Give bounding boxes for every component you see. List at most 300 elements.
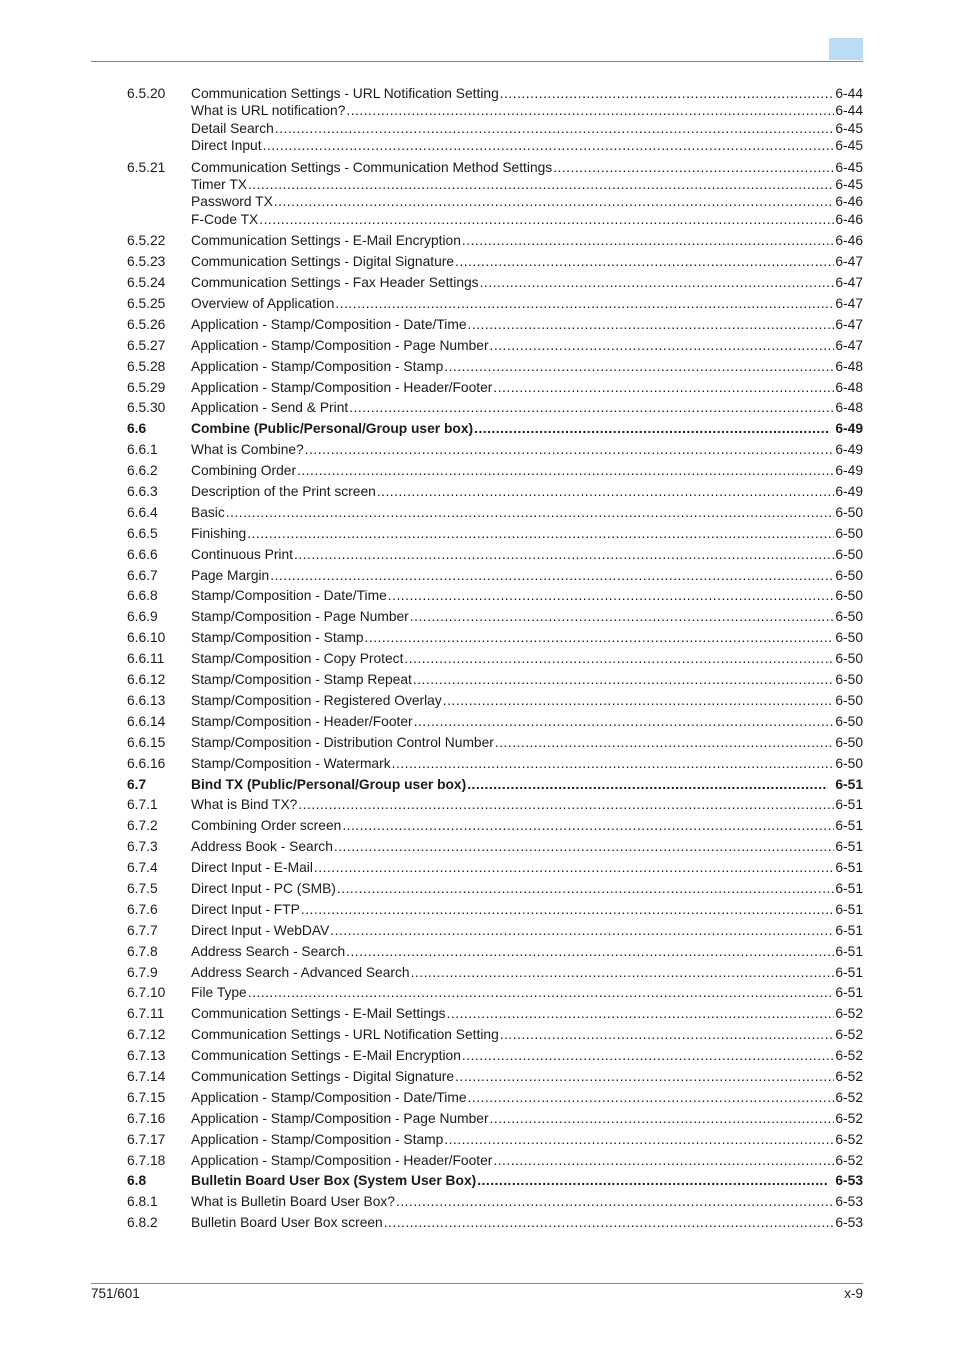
toc-entry-title: Stamp/Composition - Stamp Repeat bbox=[191, 672, 412, 688]
toc-entry[interactable] bbox=[127, 923, 863, 939]
toc-entry-number: 6.5.25 bbox=[127, 296, 166, 312]
dot-leader bbox=[259, 211, 834, 229]
dot-leader bbox=[377, 484, 835, 500]
toc-group bbox=[127, 693, 863, 709]
toc-entry-page: 6-51 bbox=[835, 880, 863, 896]
toc-entry-title: Direct Input - FTP bbox=[191, 901, 300, 917]
toc-entry-title: Communication Settings - Digital Signature bbox=[191, 1068, 455, 1084]
toc-entry-page: 6-51 bbox=[835, 860, 863, 876]
toc-entry-number: 6.5.30 bbox=[127, 400, 166, 416]
toc-entry[interactable] bbox=[127, 1069, 863, 1085]
toc-entry[interactable] bbox=[127, 86, 863, 102]
toc-entry-title: Overview of Application bbox=[191, 296, 335, 312]
dot-leader bbox=[294, 547, 834, 563]
toc-entry-title: Communication Settings - URL Notification Setting bbox=[191, 1027, 499, 1043]
toc-entry[interactable] bbox=[127, 609, 863, 625]
toc-entry-title: Description of the Print screen bbox=[191, 484, 376, 500]
toc-group bbox=[127, 735, 863, 751]
toc-section-entry[interactable] bbox=[127, 421, 863, 437]
toc-subentry-page: 6-44 bbox=[835, 103, 863, 118]
toc-entry-number: 6.6.16 bbox=[127, 755, 166, 771]
toc-group bbox=[127, 296, 863, 312]
dot-leader bbox=[410, 609, 835, 625]
dot-leader bbox=[275, 120, 835, 138]
toc-entry-page: 6-50 bbox=[835, 672, 863, 688]
toc-entry-page: 6-50 bbox=[835, 504, 863, 520]
toc-entry[interactable] bbox=[127, 400, 863, 416]
dot-leader bbox=[490, 338, 835, 354]
toc-entry-number: 6.6 bbox=[127, 421, 147, 437]
toc-entry[interactable] bbox=[127, 1132, 863, 1148]
toc-entry[interactable] bbox=[127, 275, 863, 291]
toc-entry-number: 6.6.10 bbox=[127, 630, 166, 646]
toc-section-entry[interactable] bbox=[127, 777, 863, 793]
dot-leader bbox=[480, 275, 835, 291]
toc-entry[interactable] bbox=[127, 985, 863, 1001]
toc-entry-page: 6-50 bbox=[835, 651, 863, 667]
toc-entry-page: 6-49 bbox=[835, 463, 863, 479]
toc-entry-title: Address Book - Search bbox=[191, 839, 333, 855]
toc-entry-page: 6-51 bbox=[835, 776, 863, 792]
toc-entry-number: 6.5.29 bbox=[127, 379, 166, 395]
toc-entry-page: 6-47 bbox=[835, 337, 863, 353]
toc-group bbox=[127, 338, 863, 354]
toc-subentry[interactable] bbox=[191, 102, 863, 120]
dot-leader bbox=[297, 463, 834, 479]
toc-entry-title: Stamp/Composition - Page Number bbox=[191, 609, 409, 625]
toc-entry-title: Stamp/Composition - Watermark bbox=[191, 755, 391, 771]
toc-group bbox=[127, 630, 863, 646]
toc-entry-number: 6.6.12 bbox=[127, 672, 166, 688]
toc-entry[interactable] bbox=[127, 588, 863, 604]
toc-group bbox=[127, 777, 863, 793]
toc-entry[interactable] bbox=[127, 442, 863, 458]
toc-entry[interactable] bbox=[127, 296, 863, 312]
toc-entry-title: Stamp/Composition - Registered Overlay bbox=[191, 692, 442, 708]
toc-entry-number: 6.7.18 bbox=[127, 1152, 166, 1168]
toc-entry-number: 6.6.11 bbox=[127, 651, 165, 667]
toc-entry-title: File Type bbox=[191, 985, 247, 1001]
toc-entry-number: 6.7.3 bbox=[127, 839, 158, 855]
toc-group bbox=[127, 944, 863, 960]
toc-entry-number: 6.7.14 bbox=[127, 1068, 166, 1084]
toc-entry[interactable] bbox=[127, 547, 863, 563]
dot-leader bbox=[477, 1173, 828, 1189]
toc-entry[interactable] bbox=[127, 965, 863, 981]
toc-entry[interactable] bbox=[127, 526, 863, 542]
toc-group bbox=[127, 1215, 863, 1231]
toc-entry-number: 6.7.5 bbox=[127, 880, 158, 896]
dot-leader bbox=[462, 1048, 834, 1064]
toc-subentry-title: Timer TX bbox=[191, 176, 247, 192]
toc-entry-page: 6-52 bbox=[835, 1131, 863, 1147]
toc-entry-page: 6-50 bbox=[835, 692, 863, 708]
toc-entry[interactable] bbox=[127, 463, 863, 479]
toc-entry-title: Application - Stamp/Composition - Page Number bbox=[191, 1110, 489, 1126]
dot-leader bbox=[346, 944, 834, 960]
toc-group bbox=[127, 254, 863, 270]
toc-entry-title: Communication Settings - Communication Method Settings bbox=[191, 159, 553, 175]
toc-entry[interactable] bbox=[127, 338, 863, 354]
toc-subentry[interactable] bbox=[191, 211, 863, 229]
toc-entry[interactable] bbox=[127, 693, 863, 709]
dot-leader bbox=[226, 505, 835, 521]
dot-leader bbox=[247, 526, 834, 542]
toc-entry-title: Combining Order bbox=[191, 463, 297, 479]
toc-entry-title: Application - Stamp/Composition - Header/Footer bbox=[191, 1152, 493, 1168]
dot-leader bbox=[248, 176, 834, 194]
footer-rule bbox=[91, 1283, 863, 1284]
toc-entry[interactable] bbox=[127, 881, 863, 897]
toc-entry-page: 6-49 bbox=[835, 421, 863, 437]
toc-entry-title: Stamp/Composition - Header/Footer bbox=[191, 713, 413, 729]
toc-entry[interactable] bbox=[127, 714, 863, 730]
dot-leader bbox=[334, 839, 835, 855]
dot-leader bbox=[396, 1194, 834, 1210]
toc-subentry-page: 6-45 bbox=[835, 138, 863, 154]
dot-leader bbox=[493, 380, 834, 396]
toc-entry-title: Bulletin Board User Box (System User Box) bbox=[191, 1173, 477, 1189]
toc-entry-title: Communication Settings - Fax Header Settings bbox=[191, 275, 479, 291]
dot-leader bbox=[490, 1111, 835, 1127]
toc-entry-number: 6.6.1 bbox=[127, 442, 158, 458]
toc-group bbox=[127, 547, 863, 563]
toc-entry-number: 6.7.13 bbox=[127, 1048, 166, 1064]
toc-entry-number: 6.7.15 bbox=[127, 1089, 166, 1105]
toc-group bbox=[127, 317, 863, 333]
toc-entry-page: 6-53 bbox=[835, 1173, 863, 1189]
toc-entry-page: 6-49 bbox=[835, 442, 863, 458]
toc-entry-title: Combine (Public/Personal/Group user box) bbox=[191, 421, 474, 437]
toc-entry-page: 6-51 bbox=[835, 797, 863, 813]
toc-entry-page: 6-48 bbox=[835, 379, 863, 395]
toc-entry[interactable] bbox=[127, 1090, 863, 1106]
toc-entry[interactable] bbox=[127, 317, 863, 333]
toc-entry-number: 6.6.2 bbox=[127, 463, 158, 479]
toc-entry-number: 6.6.13 bbox=[127, 692, 166, 708]
toc-subentry[interactable] bbox=[191, 176, 863, 194]
toc-entry-title: Direct Input - WebDAV bbox=[191, 922, 330, 938]
dot-leader bbox=[468, 1090, 835, 1106]
toc-entry-title: Application - Stamp/Composition - Stamp bbox=[191, 1131, 444, 1147]
toc-entry-number: 6.5.24 bbox=[127, 275, 166, 291]
toc-entry-title: Communication Settings - Digital Signature bbox=[191, 254, 455, 270]
toc-entry[interactable] bbox=[127, 860, 863, 876]
dot-leader bbox=[443, 693, 835, 709]
toc-entry-title: Bind TX (Public/Personal/Group user box) bbox=[191, 776, 467, 792]
toc-subentry-page: 6-45 bbox=[835, 176, 863, 192]
toc-entry-page: 6-51 bbox=[835, 901, 863, 917]
dot-leader bbox=[248, 985, 835, 1001]
toc-entry-page: 6-48 bbox=[835, 400, 863, 416]
dot-leader bbox=[414, 714, 835, 730]
toc-group bbox=[127, 1090, 863, 1106]
toc-entry-title: Direct Input - E-Mail bbox=[191, 860, 313, 876]
toc-entry-number: 6.5.20 bbox=[127, 86, 166, 101]
toc-entry-number: 6.8.2 bbox=[127, 1215, 158, 1231]
toc-group bbox=[127, 1111, 863, 1127]
toc-entry-page: 6-45 bbox=[835, 159, 863, 175]
toc-entry[interactable] bbox=[127, 839, 863, 855]
dot-leader bbox=[314, 860, 834, 876]
toc-subentries bbox=[191, 102, 863, 155]
toc-group bbox=[127, 442, 863, 458]
toc-entry-number: 6.5.23 bbox=[127, 254, 166, 270]
toc-entry-number: 6.7.1 bbox=[127, 797, 158, 813]
toc-entry-number: 6.7.8 bbox=[127, 943, 158, 959]
toc-entry[interactable] bbox=[127, 630, 863, 646]
dot-leader bbox=[298, 797, 834, 813]
dot-leader bbox=[474, 421, 828, 437]
dot-leader bbox=[404, 651, 834, 667]
toc-entry-title: Bulletin Board User Box screen bbox=[191, 1215, 383, 1231]
toc-entry-page: 6-52 bbox=[835, 1110, 863, 1126]
toc-entry-number: 6.7.10 bbox=[127, 985, 166, 1001]
toc-entry-number: 6.6.3 bbox=[127, 484, 158, 500]
toc-entry-number: 6.5.21 bbox=[127, 159, 166, 175]
toc-entry-number: 6.7 bbox=[127, 776, 147, 792]
toc-subentry-title: Detail Search bbox=[191, 120, 274, 136]
toc-subentry-title: Password TX bbox=[191, 194, 273, 210]
toc-entry[interactable] bbox=[127, 1048, 863, 1064]
dot-leader bbox=[301, 902, 835, 918]
toc-entry-number: 6.5.27 bbox=[127, 337, 166, 353]
toc-entry-page: 6-51 bbox=[835, 985, 863, 1001]
toc-entry-number: 6.8 bbox=[127, 1173, 147, 1189]
toc-entry-title: Stamp/Composition - Date/Time bbox=[191, 588, 387, 604]
toc-entry-title: Direct Input - PC (SMB) bbox=[191, 880, 336, 896]
toc-entry-page: 6-53 bbox=[835, 1194, 863, 1210]
toc-entry[interactable] bbox=[127, 380, 863, 396]
toc-group bbox=[127, 463, 863, 479]
toc-entry-page: 6-50 bbox=[835, 525, 863, 541]
toc-entry-number: 6.5.26 bbox=[127, 316, 166, 332]
toc-group bbox=[127, 359, 863, 375]
toc-entry[interactable] bbox=[127, 818, 863, 834]
toc-entry-page: 6-52 bbox=[835, 1152, 863, 1168]
toc-entry-page: 6-52 bbox=[835, 1048, 863, 1064]
dot-leader bbox=[270, 568, 834, 584]
toc-entry-page: 6-50 bbox=[835, 755, 863, 771]
dot-leader bbox=[462, 233, 834, 249]
toc-subentry-page: 6-45 bbox=[835, 120, 863, 136]
toc-group bbox=[127, 275, 863, 291]
toc-section-entry[interactable] bbox=[127, 1173, 863, 1189]
toc-entry-page: 6-49 bbox=[835, 484, 863, 500]
dot-leader bbox=[468, 317, 835, 333]
toc-group bbox=[127, 1006, 863, 1022]
toc-entry[interactable] bbox=[127, 254, 863, 270]
toc-entry-title: Combining Order screen bbox=[191, 818, 342, 834]
toc-entry[interactable] bbox=[127, 1194, 863, 1210]
toc-entry[interactable] bbox=[127, 797, 863, 813]
toc-group bbox=[127, 818, 863, 834]
toc-entry-page: 6-50 bbox=[835, 630, 863, 646]
footer-model: 751/601 bbox=[91, 1286, 140, 1301]
dot-leader bbox=[274, 193, 835, 211]
toc-entry[interactable] bbox=[127, 672, 863, 688]
dot-leader bbox=[346, 102, 834, 120]
toc-entry-page: 6-44 bbox=[835, 86, 863, 101]
toc-entry-page: 6-47 bbox=[835, 316, 863, 332]
toc-entry-title: Communication Settings - URL Notification Setting bbox=[191, 86, 499, 101]
toc-entry-page: 6-50 bbox=[835, 588, 863, 604]
toc-entry[interactable] bbox=[127, 1027, 863, 1043]
toc-entry-page: 6-47 bbox=[835, 254, 863, 270]
toc-entry-number: 6.6.9 bbox=[127, 609, 158, 625]
toc-group bbox=[127, 1069, 863, 1085]
toc-entry-number: 6.7.11 bbox=[127, 1006, 165, 1022]
dot-leader bbox=[384, 1215, 835, 1231]
toc-entry-title: Basic bbox=[191, 504, 225, 520]
toc-entry-number: 6.6.14 bbox=[127, 713, 166, 729]
toc-entry[interactable] bbox=[127, 651, 863, 667]
toc-entry-page: 6-51 bbox=[835, 943, 863, 959]
toc-entry-title: Application - Stamp/Composition - Page Number bbox=[191, 337, 489, 353]
toc-entry-page: 6-50 bbox=[835, 546, 863, 562]
toc-subentry[interactable] bbox=[191, 137, 863, 155]
toc-group bbox=[127, 160, 863, 229]
toc-entry-title: Address Search - Search bbox=[191, 943, 346, 959]
toc-group bbox=[127, 860, 863, 876]
toc-group bbox=[127, 923, 863, 939]
dot-leader bbox=[447, 1006, 835, 1022]
header-rule bbox=[91, 61, 863, 62]
toc-entry-title: Application - Stamp/Composition - Date/Time bbox=[191, 316, 467, 332]
toc-entry-title: Application - Stamp/Composition - Stamp bbox=[191, 358, 444, 374]
toc-group bbox=[127, 881, 863, 897]
toc-entry-page: 6-53 bbox=[835, 1215, 863, 1231]
toc-entry-page: 6-52 bbox=[835, 1006, 863, 1022]
dot-leader bbox=[444, 359, 834, 375]
toc-group bbox=[127, 526, 863, 542]
toc-entry-title: Communication Settings - E-Mail Encryption bbox=[191, 1048, 461, 1064]
toc-entry-title: Stamp/Composition - Stamp bbox=[191, 630, 364, 646]
toc-entry-title: What is Combine? bbox=[191, 442, 304, 458]
toc-entry[interactable] bbox=[127, 944, 863, 960]
toc-entry-title: Page Margin bbox=[191, 567, 270, 583]
dot-leader bbox=[365, 630, 835, 646]
toc-entry-page: 6-51 bbox=[835, 818, 863, 834]
toc-entry-page: 6-51 bbox=[835, 922, 863, 938]
toc-entry-page: 6-50 bbox=[835, 567, 863, 583]
toc-entry-number: 6.7.9 bbox=[127, 964, 158, 980]
toc-entry-number: 6.7.12 bbox=[127, 1027, 166, 1043]
toc-subentry-title: Direct Input bbox=[191, 138, 262, 154]
toc-entry[interactable] bbox=[127, 160, 863, 176]
toc-entry[interactable] bbox=[127, 902, 863, 918]
toc-group bbox=[127, 609, 863, 625]
toc-subentry-title: F-Code TX bbox=[191, 211, 259, 227]
toc-subentry[interactable] bbox=[191, 193, 863, 211]
dot-leader bbox=[330, 923, 834, 939]
toc-entry-page: 6-51 bbox=[835, 964, 863, 980]
toc-entry-title: Application - Stamp/Composition - Date/Time bbox=[191, 1089, 467, 1105]
toc-entry-number: 6.5.28 bbox=[127, 358, 166, 374]
toc-entry-number: 6.6.15 bbox=[127, 734, 166, 750]
toc-entry[interactable] bbox=[127, 1006, 863, 1022]
dot-leader bbox=[392, 756, 835, 772]
toc-entry-page: 6-52 bbox=[835, 1089, 863, 1105]
toc-entry-number: 6.6.8 bbox=[127, 588, 158, 604]
toc-subentries bbox=[191, 176, 863, 229]
toc-group bbox=[127, 651, 863, 667]
toc-group bbox=[127, 484, 863, 500]
dot-leader bbox=[500, 86, 835, 102]
toc-entry[interactable] bbox=[127, 233, 863, 249]
toc-entry-number: 6.6.4 bbox=[127, 504, 158, 520]
toc-entry-number: 6.7.7 bbox=[127, 922, 158, 938]
toc-entry-title: Communication Settings - E-Mail Settings bbox=[191, 1006, 446, 1022]
toc-entry-page: 6-48 bbox=[835, 358, 863, 374]
toc-entry[interactable] bbox=[127, 505, 863, 521]
toc-group bbox=[127, 839, 863, 855]
toc-entry-number: 6.5.22 bbox=[127, 233, 166, 249]
toc-group bbox=[127, 505, 863, 521]
toc-group bbox=[127, 380, 863, 396]
toc-group bbox=[127, 421, 863, 437]
toc-entry-title: Communication Settings - E-Mail Encryption bbox=[191, 233, 461, 249]
dot-leader bbox=[413, 672, 835, 688]
toc-entry-number: 6.6.5 bbox=[127, 525, 158, 541]
toc-entry-page: 6-50 bbox=[835, 734, 863, 750]
toc-entry-title: What is Bind TX? bbox=[191, 797, 298, 813]
toc-group bbox=[127, 1048, 863, 1064]
footer-page-number: x-9 bbox=[844, 1286, 863, 1301]
toc-entry-page: 6-46 bbox=[835, 233, 863, 249]
toc-subentry-title: What is URL notification? bbox=[191, 103, 346, 118]
toc-entry[interactable] bbox=[127, 568, 863, 584]
toc-group bbox=[127, 568, 863, 584]
toc-entry[interactable] bbox=[127, 1215, 863, 1231]
toc-entry-page: 6-50 bbox=[835, 713, 863, 729]
toc-entry-title: Finishing bbox=[191, 525, 247, 541]
toc-entry-title: Stamp/Composition - Copy Protect bbox=[191, 651, 404, 667]
toc-entry[interactable] bbox=[127, 359, 863, 375]
toc-entry[interactable] bbox=[127, 735, 863, 751]
toc-group bbox=[127, 985, 863, 1001]
toc-subentry-page: 6-46 bbox=[835, 194, 863, 210]
dot-leader bbox=[337, 881, 834, 897]
toc-entry-page: 6-51 bbox=[835, 839, 863, 855]
dot-leader bbox=[388, 588, 835, 604]
toc-group bbox=[127, 233, 863, 249]
toc-entry-number: 6.7.4 bbox=[127, 860, 158, 876]
dot-leader bbox=[305, 442, 835, 458]
toc-entry-number: 6.6.6 bbox=[127, 546, 158, 562]
dot-leader bbox=[335, 296, 834, 312]
toc-entry-title: Application - Stamp/Composition - Header/Footer bbox=[191, 379, 493, 395]
toc-entry[interactable] bbox=[127, 1111, 863, 1127]
toc-entry-title: Address Search - Advanced Search bbox=[191, 964, 410, 980]
table-of-contents bbox=[127, 86, 863, 1231]
toc-group bbox=[127, 86, 863, 155]
dot-leader bbox=[553, 160, 834, 176]
toc-entry[interactable] bbox=[127, 756, 863, 772]
toc-entry-page: 6-52 bbox=[835, 1068, 863, 1084]
toc-group bbox=[127, 902, 863, 918]
toc-entry[interactable] bbox=[127, 484, 863, 500]
dot-leader bbox=[467, 777, 828, 793]
dot-leader bbox=[444, 1132, 834, 1148]
toc-entry-number: 6.7.6 bbox=[127, 901, 158, 917]
toc-entry[interactable] bbox=[127, 1153, 863, 1169]
toc-entry-page: 6-50 bbox=[835, 609, 863, 625]
dot-leader bbox=[500, 1027, 835, 1043]
toc-subentry[interactable] bbox=[191, 120, 863, 138]
toc-entry-title: Continuous Print bbox=[191, 546, 294, 562]
toc-entry-page: 6-52 bbox=[835, 1027, 863, 1043]
